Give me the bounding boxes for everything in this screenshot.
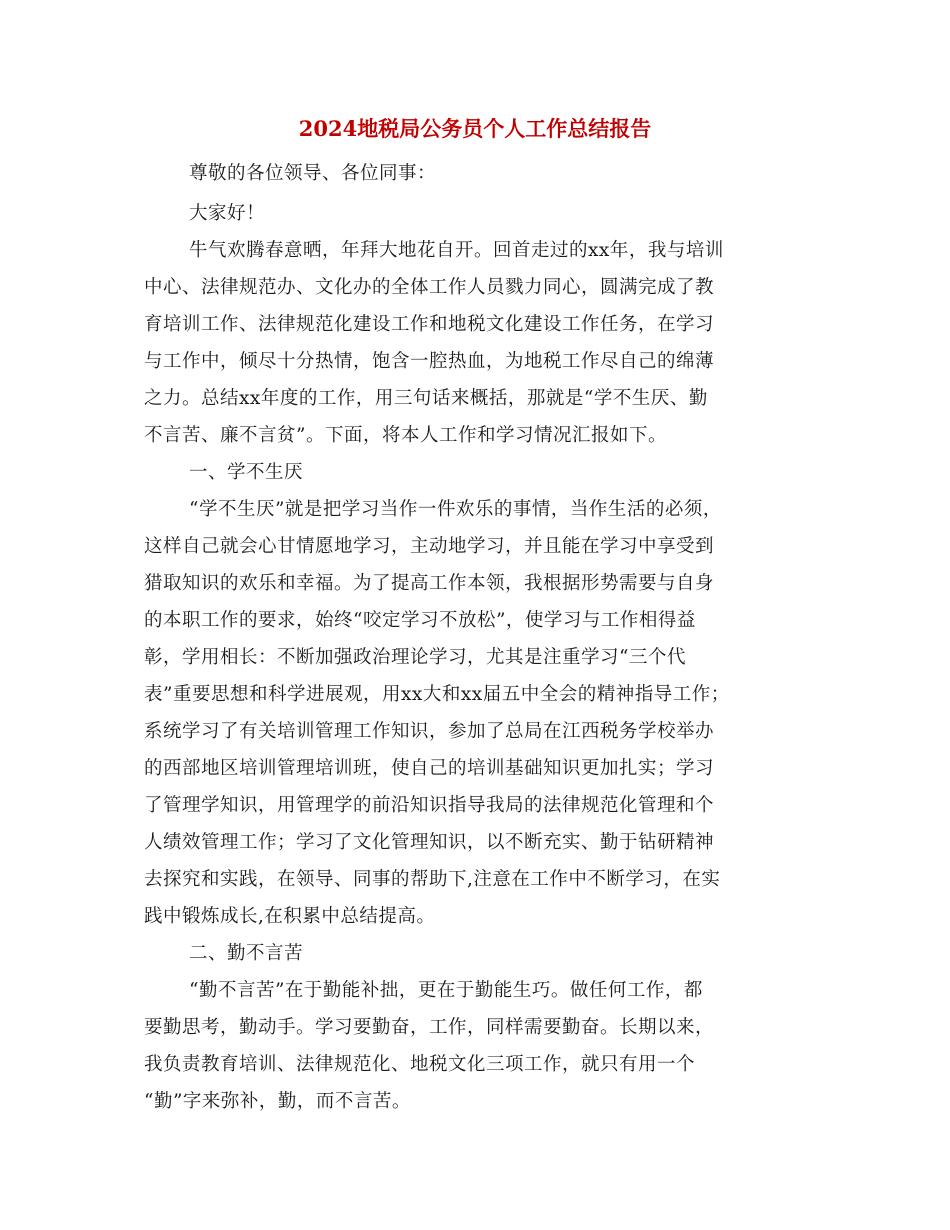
text-line: “勤”字来弥补，勤，而不言苦。 [144,1091,411,1112]
text-line: 的西部地区培训管理培训班，使自己的培训基础知识更加扎实；学习 [144,758,715,779]
text-line: 猎取知识的欢乐和幸福。为了提高工作本领，我根据形势需要与自身 [144,573,715,594]
text-line: 我负责教育培训、法律规范化、地税文化三项工作，就只有用一个 [144,1054,696,1075]
text-line: 要勤思考，勤动手。学习要勤奋，工作，同样需要勤奋。长期以来， [144,1017,715,1038]
text-line: 育培训工作、法律规范化建设工作和地税文化建设工作任务，在学习 [144,314,715,335]
text-line: “勤不言苦”在于勤能补拙，更在于勤能生巧。做任何工作，都 [189,980,703,1001]
text-line: 表”重要思想和科学进展观，用xx大和xx届五中全会的精神指导工作； [144,684,730,705]
text-line: 中心、法律规范办、文化办的全体工作人员戮力同心，圆满完成了教 [144,277,715,298]
text-line: 彰，学用相长：不断加强政治理论学习，尤其是注重学习“三个代 [144,647,686,668]
section-heading: 一、学不生厌 [189,462,304,483]
greeting: 大家好！ [189,203,266,224]
text-line: 牛气欢腾春意晒，年拜大地花自开。回首走过的xx年，我与培训 [189,240,724,261]
text-line: “学不生厌”就是把学习当作一件欢乐的事情，当作生活的必须， [189,499,722,520]
text-line: 与工作中，倾尽十分热情，饱含一腔热血，为地税工作尽自己的绵薄 [144,351,715,372]
text-line: 不言苦、廉不言贫”。下面，将本人工作和学习情况汇报如下。 [144,425,667,446]
text-line: 践中锻炼成长,在积累中总结提高。 [144,906,436,927]
text-line: 了管理学知识，用管理学的前沿知识指导我局的法律规范化管理和个 [144,795,715,816]
salutation: 尊敬的各位领导、各位同事： [189,163,437,184]
text-line: 人绩效管理工作；学习了文化管理知识，以不断充实、勤于钻研精神 [144,832,715,853]
text-line: 之力。总结xx年度的工作，用三句话来概括，那就是“学不生厌、勤 [144,388,708,409]
text-line: 系统学习了有关培训管理工作知识，参加了总局在江西税务学校举办 [144,721,715,742]
text-line: 的本职工作的要求，始终“咬定学习不放松”，使学习与工作相得益 [144,610,696,631]
text-line: 这样自己就会心甘情愿地学习，主动地学习，并且能在学习中享受到 [144,536,715,557]
text-line: 去探究和实践，在领导、同事的帮助下,注意在工作中不断学习，在实 [144,869,721,890]
document-title: 2024地税局公务员个人工作总结报告 [298,116,652,141]
section-heading: 二、勤不言苦 [189,943,304,964]
